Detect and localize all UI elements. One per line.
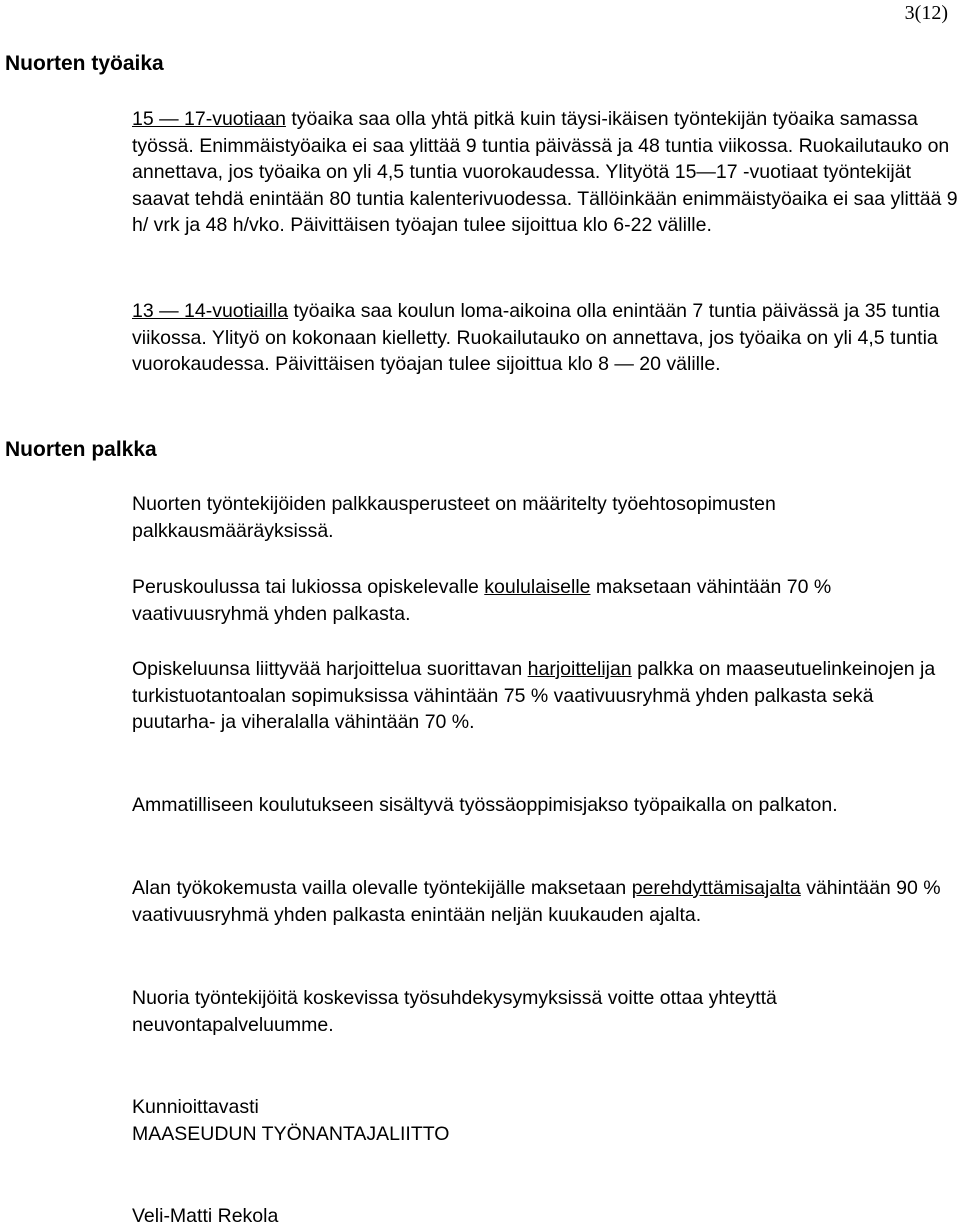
paragraph-text: työaika saa koulun loma-aikoina olla enintään 7 tuntia päivässä ja 35 tuntia viikossa. Ylityö on kokonaan kielletty. Ruokailutauko on annettava, jos työaika on yli 4,5 tuntia vuorokaudessa. Päivittäisen työajan tulee sijoittua klo 8 — 20 välille. — [132, 300, 940, 375]
paragraph-trainee-pay — [132, 656, 958, 736]
paragraph-text: työaika saa olla yhtä pitkä kuin täysi-ikäisen työntekijän työaika samassa työssä. Enimmäistyöaika ei saa ylittää 9 tuntia päivässä ja 48 tuntia viikossa. Ruokailutauko on annettava, jos työaika on yli 4,5 tuntia vuorokaudessa. Ylityötä 15—17 -vuotiaat työntekijät saavat tehdä enintään 80 tuntia kalenterivuodessa. Tällöinkään enimmäistyöaika ei saa ylittää 9 h/ vrk ja 48 h/vko. Päivittäisen työajan tulee sijoittua klo 6-22 välille. — [132, 108, 958, 236]
closing-organization: MAASEUDUN TYÖNANTAJALIITTO — [132, 1122, 450, 1145]
link-koululaiselle[interactable]: koululaiselle — [484, 576, 591, 598]
paragraph-text: palkka on maaseutuelinkeinojen ja turkistuotantoalan sopimuksissa vähintään 75 % vaativuusryhmä yhden palkasta sekä puutarha- ja viheralalla vähintään 70 %. — [132, 658, 936, 733]
paragraph-text: vähintään 90 % vaativuusryhmä yhden palkasta enintään neljän kuukauden ajalta. — [132, 877, 941, 926]
paragraph-schoolchild-pay — [132, 574, 958, 627]
closing-greeting: Kunnioittavasti — [132, 1096, 259, 1118]
paragraph-text: maksetaan vähintään 70 % vaativuusryhmä yhden palkasta. — [132, 576, 832, 625]
page-number: 3(12) — [904, 2, 948, 24]
paragraph-text: Alan työkokemusta vailla olevalle työntekijälle maksetaan — [132, 877, 632, 899]
link-harjoittelijan[interactable]: harjoittelijan — [527, 658, 632, 680]
heading-nuorten-tyoaika: Nuorten työaika — [5, 52, 164, 75]
paragraph-text: Opiskeluunsa liittyvää harjoittelua suorittavan — [132, 658, 528, 680]
heading-nuorten-palkka: Nuorten palkka — [5, 438, 157, 461]
link-13-14-vuotiailla[interactable]: 13 — 14-vuotiailla — [132, 300, 289, 322]
link-15-17-vuotiaan[interactable]: 15 — 17-vuotiaan — [132, 108, 286, 130]
paragraph-orientation-pay — [132, 875, 958, 928]
closing-block — [132, 1094, 958, 1147]
paragraph-15-17-working-time — [132, 106, 958, 239]
paragraph-pay-basis: Nuorten työntekijöiden palkkausperusteet on määritelty työehtosopimusten palkkausmääräyksissä. — [132, 493, 776, 542]
paragraph-contact-info: Nuoria työntekijöitä koskevissa työsuhdekysymyksissä voitte ottaa yhteyttä neuvontapalveluumme. — [132, 987, 777, 1036]
paragraph-13-14-working-time — [132, 298, 958, 378]
paragraph-text: Peruskoulussa tai lukiossa opiskelevalle — [132, 576, 485, 598]
paragraph-vocational-training: Ammatilliseen koulutukseen sisältyvä työssäoppimisjakso työpaikalla on palkaton. — [132, 794, 838, 816]
link-perehdyttamisajalta[interactable]: perehdyttämisajalta — [631, 877, 801, 899]
signer-name: Veli-Matti Rekola — [132, 1205, 279, 1227]
